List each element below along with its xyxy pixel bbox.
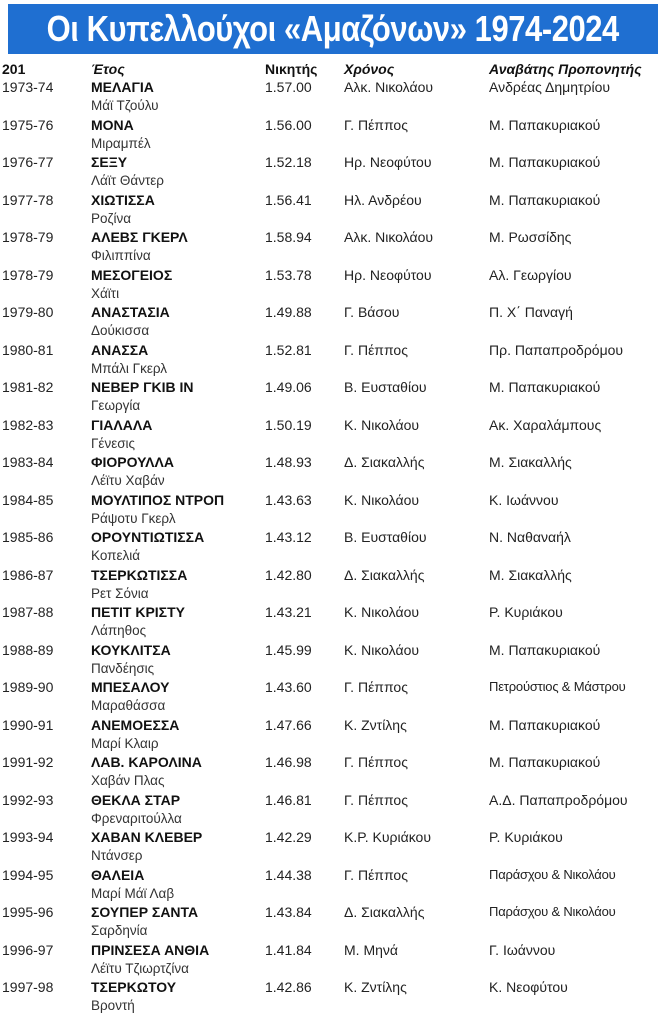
trainer-cell: Παράσχου & Νικολάου: [489, 904, 616, 919]
owner-name: Φιλιππίνα: [91, 248, 151, 263]
season-cell: 1979-80: [2, 304, 54, 320]
table-row: [0, 754, 665, 792]
jockey-cell: Αλκ. Νικολάου: [344, 79, 434, 95]
jockey-cell: Κ. Νικολάου: [344, 604, 420, 620]
table-row: [0, 154, 665, 192]
jockey-cell: Κ. Νικολάου: [344, 491, 420, 508]
jockey-cell: Κ. Ζντίλης: [344, 979, 407, 995]
table-row: [0, 417, 665, 455]
owner-name: Λάϊτ Θάντερ: [91, 173, 164, 188]
jockey-cell: Γ. Βάσου: [344, 304, 400, 320]
horse-name: ΠΡΙΝΣΕΣΑ ΑΝΘΙΑ: [91, 941, 210, 958]
owner-name: Μάϊ Τζούλυ: [91, 98, 159, 113]
jockey-cell: Β. Ευσταθίου: [344, 379, 427, 395]
owner-name: Λέϊτυ Τζιωρτζίνα: [91, 960, 189, 976]
season-cell: 1984-85: [2, 491, 54, 508]
table-row: [0, 679, 665, 717]
horse-name: ΤΣΕΡΚΩΤΟΥ: [91, 979, 177, 995]
time-cell: 1.52.81: [265, 341, 312, 358]
jockey-cell: Γ. Πέππος: [344, 866, 408, 883]
jockey-cell: Μ. Μηνά: [344, 941, 398, 958]
owner-name: Γεωργία: [91, 398, 141, 413]
owner-name: Πανδέησις: [91, 660, 155, 676]
season-cell: 1975-76: [2, 116, 54, 133]
trainer-cell: Μ. Ρωσσίδης: [489, 229, 572, 245]
owner-name: Ράψοτυ Γκερλ: [91, 510, 176, 526]
horse-name: ΧΑΒΑΝ ΚΛΕΒΕΡ: [91, 829, 203, 845]
table-row: [0, 192, 665, 230]
time-cell: 1.53.78: [265, 266, 312, 283]
season-cell: 1988-89: [2, 641, 54, 658]
trainer-cell: Πρ. Παπαπροδρόμου: [489, 341, 624, 358]
jockey-cell: Κ. Νικολάου: [344, 416, 420, 433]
season-cell: 1977-78: [2, 191, 54, 208]
time-cell: 1.43.63: [265, 491, 312, 508]
header-time: Χρόνος: [344, 61, 395, 77]
trainer-cell: Μ. Σιακαλλής: [489, 566, 572, 583]
owner-name: Φρεναριτούλλα: [91, 810, 182, 826]
table-header: [0, 61, 665, 79]
time-cell: 1.43.60: [265, 679, 312, 695]
horse-name: ΑΝΑΣΣΑ: [91, 341, 149, 358]
jockey-cell: Γ. Πέππος: [344, 116, 408, 133]
table-row: [0, 304, 665, 342]
horse-name: ΜΟΥΛΤΙΠΟΣ ΝΤΡΟΠ: [91, 491, 225, 508]
trainer-cell: Ρ. Κυριάκου: [489, 604, 563, 620]
table-row: [0, 229, 665, 267]
table-row: [0, 642, 665, 680]
page-title: Οι Κυπελλούχοι «Αμαζόνων» 1974-2024: [46, 8, 620, 49]
season-cell: 1978-79: [2, 266, 54, 283]
season-cell: 1976-77: [2, 154, 54, 170]
jockey-cell: Β. Ευσταθίου: [344, 529, 427, 545]
trainer-cell: Ρ. Κυριάκου: [489, 829, 563, 845]
horse-name: ΤΣΕΡΚΩΤΙΣΣΑ: [91, 566, 188, 583]
table-row: [0, 567, 665, 605]
time-cell: 1.56.41: [265, 191, 312, 208]
horse-name: ΝΕΒΕΡ ΓΚΙΒ ΙΝ: [91, 379, 194, 395]
jockey-cell: Κ. Νικολάου: [344, 641, 420, 658]
table-row: [0, 829, 665, 867]
trainer-cell: Κ. Ιωάννου: [489, 491, 559, 508]
time-cell: 1.56.00: [265, 116, 312, 133]
time-cell: 1.41.84: [265, 941, 312, 958]
season-cell: 1989-90: [2, 679, 54, 695]
horse-name: ΘΑΛΕΙΑ: [91, 866, 145, 883]
header-jockey-trainer: Αναβάτης Προπονητής: [489, 61, 642, 77]
time-cell: 1.46.81: [265, 791, 312, 808]
table-row: [0, 379, 665, 417]
time-cell: 1.50.19: [265, 416, 312, 433]
time-cell: 1.43.12: [265, 529, 312, 545]
trainer-cell: Κ. Νεοφύτου: [489, 979, 568, 995]
horse-name: ΜΕΣΟΓΕΙΟΣ: [91, 266, 173, 283]
time-cell: 1.47.66: [265, 716, 312, 733]
trainer-cell: Ακ. Χαραλάμπους: [489, 416, 602, 433]
jockey-cell: Δ. Σιακαλλής: [344, 566, 425, 583]
season-cell: 1973-74: [2, 79, 54, 95]
time-cell: 1.48.93: [265, 454, 312, 470]
trainer-cell: Παράσχου & Νικολάου: [489, 866, 616, 882]
season-cell: 1986-87: [2, 566, 54, 583]
owner-name: Μιραμπέλ: [91, 135, 151, 151]
table-row: [0, 792, 665, 830]
trainer-cell: Μ. Παπακυριακού: [489, 754, 601, 770]
season-cell: 1980-81: [2, 341, 54, 358]
season-cell: 1995-96: [2, 904, 54, 920]
trainer-cell: Ανδρέας Δημητρίου: [489, 79, 611, 95]
header-winner: Νικητής: [265, 61, 318, 77]
time-cell: 1.49.88: [265, 304, 312, 320]
owner-name: Μαρί Μάϊ Λαβ: [91, 885, 175, 901]
owner-name: Μαραθάσσα: [91, 698, 166, 713]
trainer-cell: Μ. Παπακυριακού: [489, 191, 601, 208]
trainer-cell: Μ. Παπακυριακού: [489, 716, 601, 733]
horse-name: ΜΕΛΑΓΙΑ: [91, 79, 154, 95]
season-cell: 1997-98: [2, 979, 54, 995]
owner-name: Ντάνσερ: [91, 848, 143, 863]
table-row: [0, 942, 665, 980]
trainer-cell: Α.Δ. Παπαπροδρόμου: [489, 791, 628, 808]
table-row: [0, 117, 665, 155]
jockey-cell: Ηρ. Νεοφύτου: [344, 154, 432, 170]
season-cell: 1978-79: [2, 229, 54, 245]
time-cell: 1.52.18: [265, 154, 312, 170]
trainer-cell: Μ. Παπακυριακού: [489, 154, 601, 170]
season-cell: 1992-93: [2, 791, 54, 808]
season-cell: 1982-83: [2, 416, 54, 433]
horse-name: ΟΡΟΥΝΤΙΩΤΙΣΣΑ: [91, 529, 205, 545]
time-cell: 1.57.00: [265, 79, 312, 95]
owner-name: Ροζίνα: [91, 210, 132, 226]
owner-name: Μαρί Κλαιρ: [91, 735, 159, 751]
trainer-cell: Μ. Παπακυριακού: [489, 379, 601, 395]
season-cell: 1987-88: [2, 604, 54, 620]
jockey-cell: Γ. Πέππος: [344, 791, 408, 808]
time-cell: 1.45.99: [265, 641, 312, 658]
time-cell: 1.42.29: [265, 829, 312, 845]
season-cell: 1993-94: [2, 829, 54, 845]
season-cell: 1990-91: [2, 716, 54, 733]
horse-name: ΓΙΑΛΑΛΑ: [91, 416, 153, 433]
jockey-cell: Γ. Πέππος: [344, 754, 408, 770]
trainer-cell: Γ. Ιωάννου: [489, 941, 556, 958]
winners-table: [0, 79, 665, 1017]
table-row: [0, 979, 665, 1017]
table-row: [0, 492, 665, 530]
time-cell: 1.42.80: [265, 566, 312, 583]
table-row: [0, 867, 665, 905]
time-cell: 1.49.06: [265, 379, 312, 395]
table-row: [0, 79, 665, 117]
horse-name: ΣΟΥΠΕΡ ΣΑΝΤΑ: [91, 904, 199, 920]
table-row: [0, 267, 665, 305]
table-row: [0, 717, 665, 755]
jockey-cell: Ηλ. Ανδρέου: [344, 191, 422, 208]
season-cell: 1996-97: [2, 941, 54, 958]
horse-name: ΜΠΕΣΑΛΟΥ: [91, 679, 170, 695]
horse-name: ΣΕΞΥ: [91, 154, 128, 170]
jockey-cell: Αλκ. Νικολάου: [344, 229, 434, 245]
header-etos: Έτος: [91, 61, 125, 77]
horse-name: ΧΙΩΤΙΣΣΑ: [91, 191, 155, 208]
table-row: [0, 454, 665, 492]
time-cell: 1.58.94: [265, 229, 312, 245]
table-row: [0, 604, 665, 642]
jockey-cell: Ηρ. Νεοφύτου: [344, 266, 432, 283]
owner-name: Δούκισσα: [91, 323, 150, 338]
jockey-cell: Γ. Πέππος: [344, 679, 408, 695]
season-cell: 1981-82: [2, 379, 54, 395]
season-cell: 1994-95: [2, 866, 54, 883]
trainer-cell: Ν. Ναθαναήλ: [489, 529, 571, 545]
table-row: [0, 342, 665, 380]
horse-name: ΑΝΕΜΟΕΣΣΑ: [91, 716, 180, 733]
owner-name: Κοπελιά: [91, 548, 141, 563]
owner-name: Λάπηθος: [91, 623, 147, 638]
trainer-cell: Αλ. Γεωργίου: [489, 266, 572, 283]
time-cell: 1.42.86: [265, 979, 312, 995]
jockey-cell: Γ. Πέππος: [344, 341, 408, 358]
title-banner: [8, 4, 658, 54]
header-year: 201: [2, 61, 26, 77]
jockey-cell: Κ. Ζντίλης: [344, 716, 407, 733]
owner-name: Χαβάν Πλας: [91, 773, 165, 788]
trainer-cell: Μ. Σιακαλλής: [489, 454, 572, 470]
horse-name: ΛΑΒ. ΚΑΡΟΛΙΝΑ: [91, 754, 202, 770]
owner-name: Χάϊτι: [91, 285, 120, 301]
table-row: [0, 529, 665, 567]
owner-name: Μπάλι Γκερλ: [91, 360, 168, 376]
owner-name: Σαρδηνία: [91, 923, 148, 938]
jockey-cell: Δ. Σιακαλλής: [344, 904, 425, 920]
jockey-cell: Δ. Σιακαλλής: [344, 454, 425, 470]
trainer-cell: Μ. Παπακυριακού: [489, 116, 601, 133]
owner-name: Βροντή: [91, 998, 135, 1013]
horse-name: ΜΟΝΑ: [91, 116, 134, 133]
horse-name: ΘΕΚΛΑ ΣΤΑΡ: [91, 791, 181, 808]
trainer-cell: Π. Χ΄ Παναγή: [489, 304, 573, 320]
horse-name: ΦΙΟΡΟΥΛΛΑ: [91, 454, 174, 470]
horse-name: ΚΟΥΚΛΙΤΣΑ: [91, 641, 171, 658]
jockey-cell: Κ.Ρ. Κυριάκου: [344, 829, 431, 845]
trainer-cell: Πετρούστιος & Μάστρου: [489, 679, 626, 694]
owner-name: Γένεσις: [91, 435, 136, 451]
season-cell: 1985-86: [2, 529, 54, 545]
horse-name: ΑΛΕΒΣ ΓΚΕΡΛ: [91, 229, 188, 245]
season-cell: 1983-84: [2, 454, 54, 470]
horse-name: ΑΝΑΣΤΑΣΙΑ: [91, 304, 170, 320]
table-row: [0, 904, 665, 942]
season-cell: 1991-92: [2, 754, 54, 770]
horse-name: ΠΕΤΙΤ ΚΡΙΣΤΥ: [91, 604, 185, 620]
time-cell: 1.44.38: [265, 866, 312, 883]
trainer-cell: Μ. Παπακυριακού: [489, 641, 601, 658]
time-cell: 1.43.21: [265, 604, 312, 620]
owner-name: Λέϊτυ Χαβάν: [91, 473, 165, 488]
time-cell: 1.46.98: [265, 754, 312, 770]
owner-name: Ρετ Σόνια: [91, 585, 149, 601]
time-cell: 1.43.84: [265, 904, 312, 920]
